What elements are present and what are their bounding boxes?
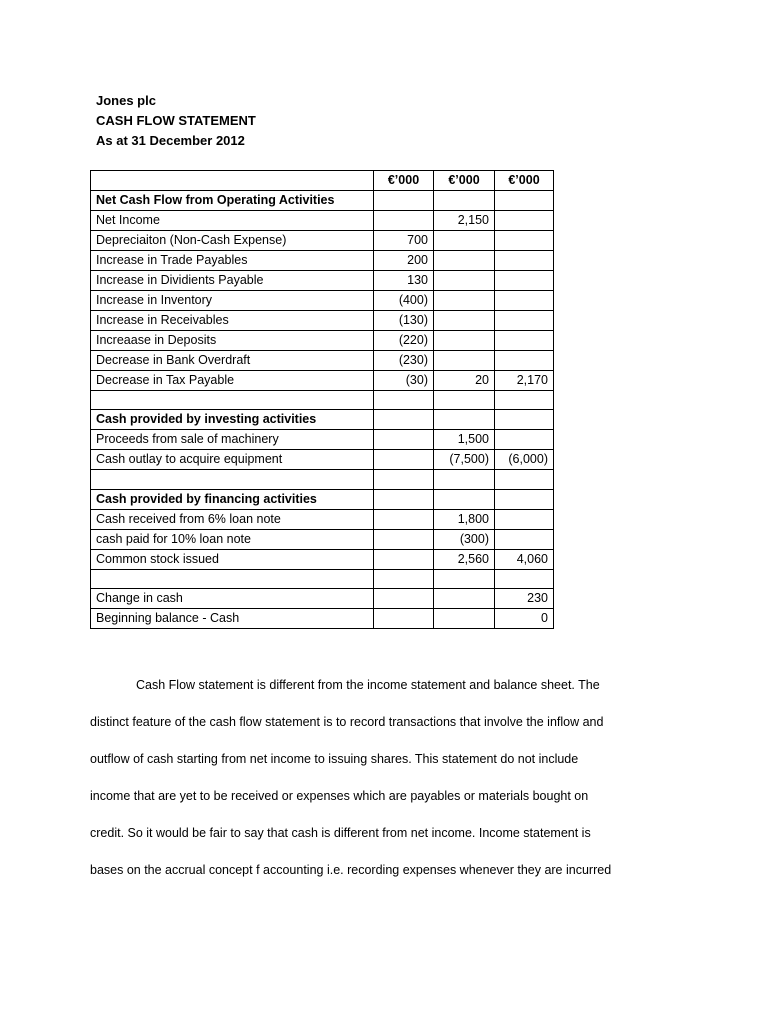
table-row [91,371,554,391]
table-row [91,291,554,311]
row-label-cell: Proceeds from sale of machinery [91,430,374,450]
amount-cell-a [374,470,434,489]
table-row [91,450,554,470]
amount-cell-a [374,211,434,231]
row-label-cell: Increase in Trade Payables [91,251,374,271]
statement-title: CASH FLOW STATEMENT [96,113,256,128]
amount-cell-c [495,191,554,211]
amount-cell-c [495,211,554,231]
amount-cell-a [374,410,434,430]
amount-cell-b [434,410,495,430]
row-label-cell: Depreciaiton (Non-Cash Expense) [91,231,374,251]
amount-cell-a: (220) [374,331,434,351]
amount-cell-a: 200 [374,251,434,271]
amount-cell-a [374,191,434,211]
amount-cell-c [495,391,554,410]
table-row [91,569,554,588]
table-row [91,391,554,410]
amount-cell-c: 4,060 [495,549,554,569]
amount-cell-c: 230 [495,588,554,608]
amount-cell-a [374,608,434,628]
row-label-cell: Cash received from 6% loan note [91,509,374,529]
amount-cell-b [434,251,495,271]
amount-cell-b: 20 [434,371,495,391]
amount-cell-c: 2,170 [495,371,554,391]
table-row [91,529,554,549]
amount-cell-a [374,430,434,450]
row-label-cell: Common stock issued [91,549,374,569]
amount-cell-b [434,291,495,311]
amount-cell-c: (6,000) [495,450,554,470]
table-row [91,191,554,211]
amount-cell-b [434,470,495,489]
row-label-cell [91,470,374,489]
amount-cell-a: (130) [374,311,434,331]
table-header-row [91,171,554,191]
table-row [91,549,554,569]
amount-cell-b [434,489,495,509]
amount-cell-c [495,311,554,331]
row-label-cell: Increase in Inventory [91,291,374,311]
amount-cell-c [495,271,554,291]
amount-cell-c [495,291,554,311]
amount-cell-b [434,569,495,588]
currency-header: €’000 [495,171,554,191]
statement-date: As at 31 December 2012 [96,133,245,148]
row-label-cell: Net Income [91,211,374,231]
amount-cell-c [495,251,554,271]
amount-cell-c [495,331,554,351]
amount-cell-c [495,410,554,430]
table-row [91,351,554,371]
table-row [91,211,554,231]
cash-flow-table [90,170,554,629]
section-heading-cell: Cash provided by financing activities [91,489,374,509]
table-row [91,410,554,430]
table-row [91,509,554,529]
amount-cell-b: 2,150 [434,211,495,231]
section-heading-cell: Net Cash Flow from Operating Activities [91,191,374,211]
amount-cell-b: 1,500 [434,430,495,450]
row-label-cell: Increase in Dividients Payable [91,271,374,291]
table-row [91,430,554,450]
amount-cell-c [495,569,554,588]
row-label-cell: Decrease in Tax Payable [91,371,374,391]
header-label-cell [91,171,374,191]
amount-cell-c [495,470,554,489]
paragraph-line: outflow of cash starting from net income to issuing shares. This statement do not include [90,752,579,766]
amount-cell-b [434,311,495,331]
amount-cell-b [434,191,495,211]
company-name: Jones plc [96,93,156,108]
amount-cell-b [434,608,495,628]
amount-cell-a [374,450,434,470]
amount-cell-b [434,331,495,351]
amount-cell-a: 700 [374,231,434,251]
row-label-cell: Change in cash [91,588,374,608]
amount-cell-b [434,271,495,291]
paragraph-line: income that are yet to be received or expenses which are payables or materials bought on [90,789,589,803]
amount-cell-b [434,351,495,371]
amount-cell-c [495,231,554,251]
amount-cell-a [374,588,434,608]
currency-header: €’000 [374,171,434,191]
row-label-cell: Increaase in Deposits [91,331,374,351]
amount-cell-b: (7,500) [434,450,495,470]
amount-cell-a [374,489,434,509]
amount-cell-b [434,231,495,251]
table-row [91,251,554,271]
paragraph-line: bases on the accrual concept f accounting i.e. recording expenses whenever they are incurred [90,863,612,877]
row-label-cell [91,391,374,410]
amount-cell-a [374,391,434,410]
row-label-cell [91,569,374,588]
paragraph-line: credit. So it would be fair to say that cash is different from net income. Income statement is [90,826,591,840]
amount-cell-c [495,529,554,549]
amount-cell-a: (30) [374,371,434,391]
row-label-cell: cash paid for 10% loan note [91,529,374,549]
table-row [91,231,554,251]
amount-cell-c [495,351,554,371]
amount-cell-a [374,549,434,569]
table-row [91,608,554,628]
amount-cell-c: 0 [495,608,554,628]
amount-cell-b: (300) [434,529,495,549]
statement-heading [96,91,256,151]
row-label-cell: Beginning balance - Cash [91,608,374,628]
row-label-cell: Increase in Receivables [91,311,374,331]
amount-cell-a [374,569,434,588]
table-row [91,470,554,489]
amount-cell-c [495,430,554,450]
amount-cell-c [495,509,554,529]
table-row [91,311,554,331]
amount-cell-b [434,391,495,410]
amount-cell-a: (400) [374,291,434,311]
amount-cell-b: 2,560 [434,549,495,569]
amount-cell-a: (230) [374,351,434,371]
amount-cell-a: 130 [374,271,434,291]
table-row [91,271,554,291]
currency-header: €’000 [434,171,495,191]
row-label-cell: Decrease in Bank Overdraft [91,351,374,371]
table-row [91,588,554,608]
row-label-cell: Cash outlay to acquire equipment [91,450,374,470]
amount-cell-b [434,588,495,608]
paragraph-line: Cash Flow statement is different from the income statement and balance sheet. The [136,678,600,692]
amount-cell-c [495,489,554,509]
body-paragraph [90,667,680,889]
paragraph-line: distinct feature of the cash flow statement is to record transactions that involve the inflow and [90,715,604,729]
table-row [91,331,554,351]
section-heading-cell: Cash provided by investing activities [91,410,374,430]
amount-cell-a [374,529,434,549]
amount-cell-a [374,509,434,529]
table-row [91,489,554,509]
amount-cell-b: 1,800 [434,509,495,529]
